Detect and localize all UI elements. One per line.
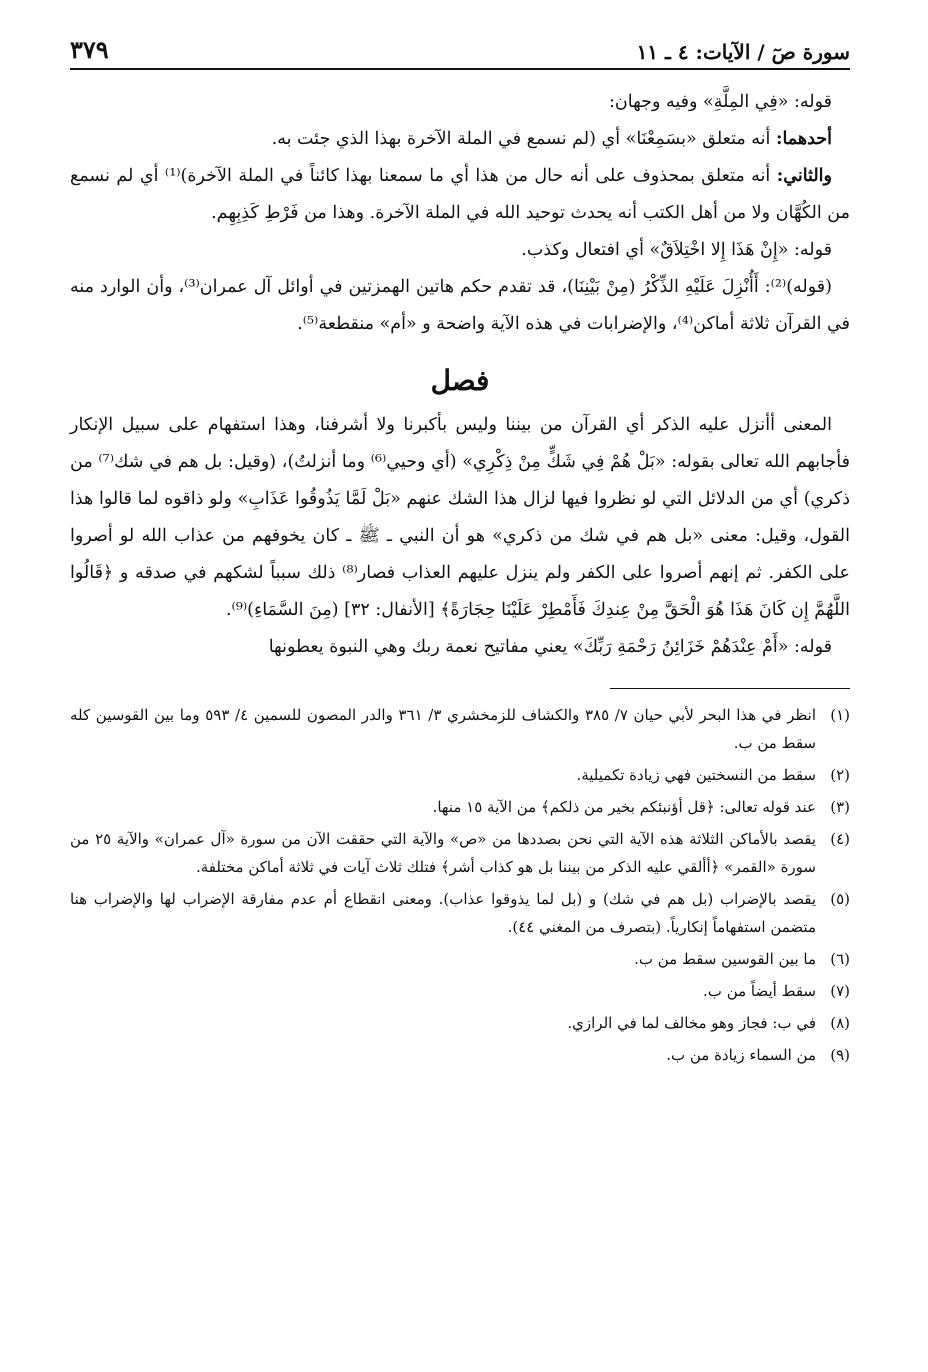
footnote-divider [610,688,850,689]
footnotes [70,701,850,1069]
paragraph-text: قوله: «أَمْ عِنْدَهُمْ خَزَائِنُ رَحْمَةِ رَبِّكَ» يعني مفاتيح نعمة ربك وهي النبوة يعطونها [268,637,832,657]
footnote-number: (٣) [830,798,850,816]
running-title: سورة صٓ / الآيات: ٤ ـ ١١ [636,40,850,64]
footnote [70,945,850,973]
footnote-text: سقط أيضاً من ب. [703,982,816,1000]
footnote-text: يقصد بالأماكن الثلاثة هذه الآية التي نحن بصددها من «ص» والآية التي حققت الآن من سورة «آل عمران» والآية ٢٥ من سورة «القمر» ﴿أألقي عليه الذكر من بيننا بل هو كذاب أشر﴾ فتلك ثلاث آيات في ثلاثة أماكن مختلفة. [70,830,816,876]
footnote [70,761,850,789]
footnote-number: (٨) [830,1014,850,1032]
paragraph-lead: أحدهما: [775,129,832,149]
footnote-text: في ب: فجاز وهو مخالف لما في الرازي. [567,1014,816,1032]
footnote-text: عند قوله تعالى: ﴿قل أؤنبئكم بخير من ذلكم﴾ من الآية ١٥ منها. [432,798,816,816]
footnote [70,793,850,821]
main-text [70,84,850,666]
footnote-text: ما بين القوسين سقط من ب. [634,950,816,968]
footnote-text: انظر في هذا البحر لأبي حيان ٧/ ٣٨٥ والكشاف للزمخشري ٣/ ٣٦١ والدر المصون للسمين ٤/ ٥٩٣ وما بين القوسين كله سقط من ب. [70,706,817,752]
paragraph [70,232,850,269]
footnote-number: (٤) [830,830,850,848]
footnote-number: (٧) [830,982,850,1000]
paragraph [70,158,850,232]
paragraph-text: المعنى أأنزل عليه الذكر أي القرآن من بيننا وليس بأكبرنا ولا أشرفنا، وهذا استفهام على سبيل الإنكار فأجابهم الله تعالى بقوله: «بَلْ هُمْ فِي شَكٍّ مِنْ ذِكْرِي» (أي وحيي⁽⁶⁾ وما أنزلتُ)، (وقيل: بل هم في شك⁽⁷⁾ من ذكري) أي من الدلائل التي لو نظروا فيها لزال هذا الشك عنهم «بَلْ لَمَّا يَذُوقُوا عَذَابِ» ولو ذاقوه لما قالوا هذا القول، وقيل: معنى «بل هم في شك من ذكري» هو أن النبي ـ ﷺ ـ كان يخوفهم من عذاب الله لو أصروا على الكفر. ثم إنهم أصروا على الكفر ولم ينزل عليهم العذاب فصار⁽⁸⁾ ذلك سبباً لشكهم في صدقه و ﴿قَالُوا اللَّهُمَّ إِن كَانَ هَذَا هُوَ الْحَقَّ مِنْ عِندِكَ فَأَمْطِرْ عَلَيْنَا حِجَارَةً﴾ [الأنفال: ٣٢] (مِنَ السَّمَاءِ)⁽⁹⁾. [70,415,850,620]
paragraph-text: قوله: «فِي المِلَّةِ» وفيه وجهان: [608,92,832,112]
paragraph [70,629,850,666]
paragraph [70,407,850,629]
section-title: فصل [430,364,490,397]
footnote [70,1041,850,1069]
paragraph-lead: والثاني: [776,166,832,186]
footnote-number: (٩) [830,1046,850,1064]
page-number: ٣٧٩ [70,35,109,64]
footnote [70,977,850,1005]
footnote [70,1009,850,1037]
footnote-number: (٦) [830,950,850,968]
footnote-number: (٢) [830,766,850,784]
page-header [70,22,850,70]
paragraph [70,121,850,158]
footnote-text: من السماء زيادة من ب. [666,1046,816,1064]
footnote-text: سقط من النسختين فهي زيادة تكميلية. [576,766,816,784]
paragraph-text: قوله: «إِنْ هَذَا إِلا اخْتِلاَقٌ» أي افتعال وكذب. [521,240,832,260]
footnote-text: يقصد بالإضراب (بل هم في شك) و (بل لما يذوقوا عذاب). ومعنى انقطاع أم عدم مفارقة الإضراب لها والإضراب هنا متضمن استفهاماً إنكارياً. (بتصرف من المغني ٤٤). [70,890,816,936]
footnote [70,825,850,881]
paragraph-text: أنه متعلق بمحذوف على أنه حال من هذا أي ما سمعنا بهذا كائناً في الملة الآخرة)⁽¹⁾ أي لم نسمع من الكُهَّان ولا من أهل الكتب أنه يحدث توحيد الله في الملة الآخرة. وهذا من فَرْطِ كَذِبِهِم. [70,166,850,223]
footnote [70,701,850,757]
footnote-number: (٥) [830,890,850,908]
paragraph-text: أنه متعلق «بسَمِعْنَا» أي (لم نسمع في الملة الآخرة بهذا الذي جئت به. [271,129,776,149]
footnote-number: (١) [830,706,850,724]
footnote [70,885,850,941]
paragraph [70,269,850,343]
paragraph [70,84,850,121]
paragraph-text: (قوله)⁽²⁾: أَأُنْزِلَ عَلَيْهِ الذِّكْرُ (مِنْ بَيْنِنَا)، قد تقدم حكم هاتين الهمزتين في أوائل آل عمران⁽³⁾، وأن الوارد منه في القرآن ثلاثة أماكن⁽⁴⁾، والإضرابات في هذه الآية واضحة و «أم» منقطعة⁽⁵⁾. [70,277,850,334]
